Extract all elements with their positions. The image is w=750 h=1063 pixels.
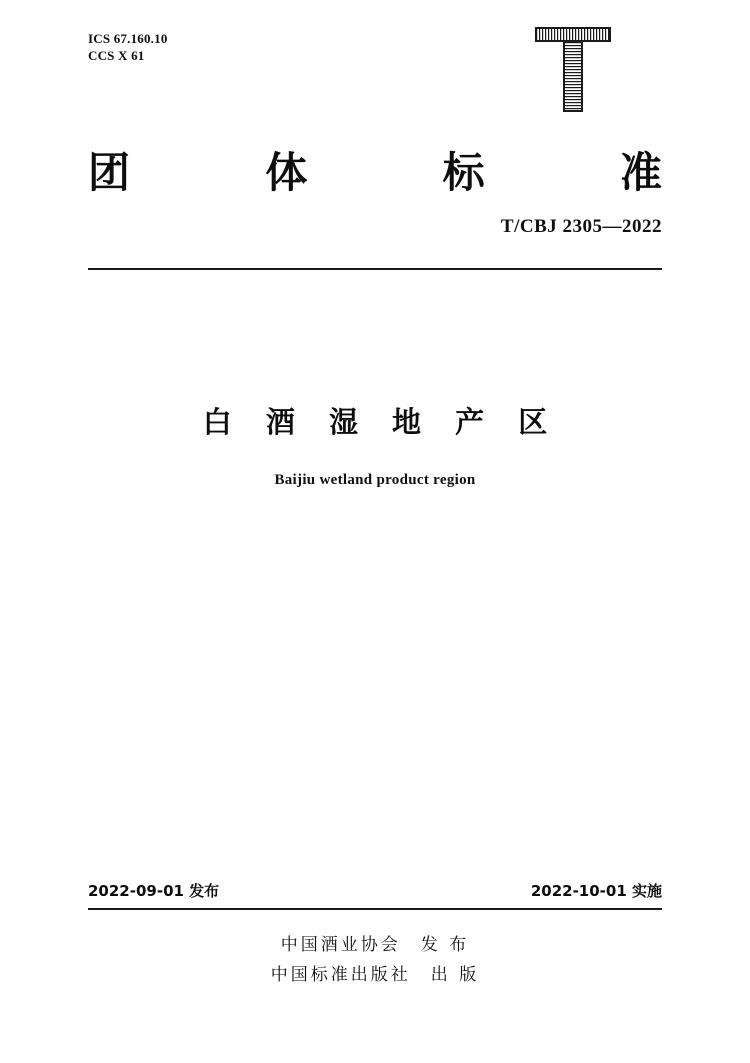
document-title-english: Baijiu wetland product region — [274, 472, 476, 488]
publisher-line-issuer — [0, 930, 750, 960]
dates-row — [88, 880, 662, 901]
press-organization: 中国标准出版社 — [270, 965, 411, 985]
issue-date: 2022-09-01 发布 — [88, 882, 220, 900]
document-title-chinese: 白 酒 湿 地 产 区 — [202, 405, 560, 439]
publisher-block — [0, 930, 750, 990]
ics-code: ICS 67.160.10 — [88, 31, 168, 46]
classification-codes — [88, 30, 168, 64]
publisher-organization: 中国酒业协会 — [280, 935, 401, 955]
ccs-code: CCS X 61 — [88, 48, 145, 63]
title-char-4: 准 — [619, 148, 662, 197]
footer-divider — [88, 908, 662, 910]
title-char-3: 标 — [442, 148, 485, 197]
press-action: 出 版 — [430, 965, 480, 985]
publisher-line-press — [0, 960, 750, 990]
implementation-date: 2022-10-01 实施 — [530, 882, 662, 900]
standard-number: T/CBJ 2305—2022 — [500, 216, 662, 237]
title-char-1: 团 — [88, 148, 131, 197]
page-title — [88, 140, 662, 200]
t-logo-icon — [530, 24, 616, 114]
title-char-2: 体 — [265, 148, 308, 197]
header-divider — [88, 268, 662, 270]
publisher-action: 发 布 — [420, 935, 470, 955]
